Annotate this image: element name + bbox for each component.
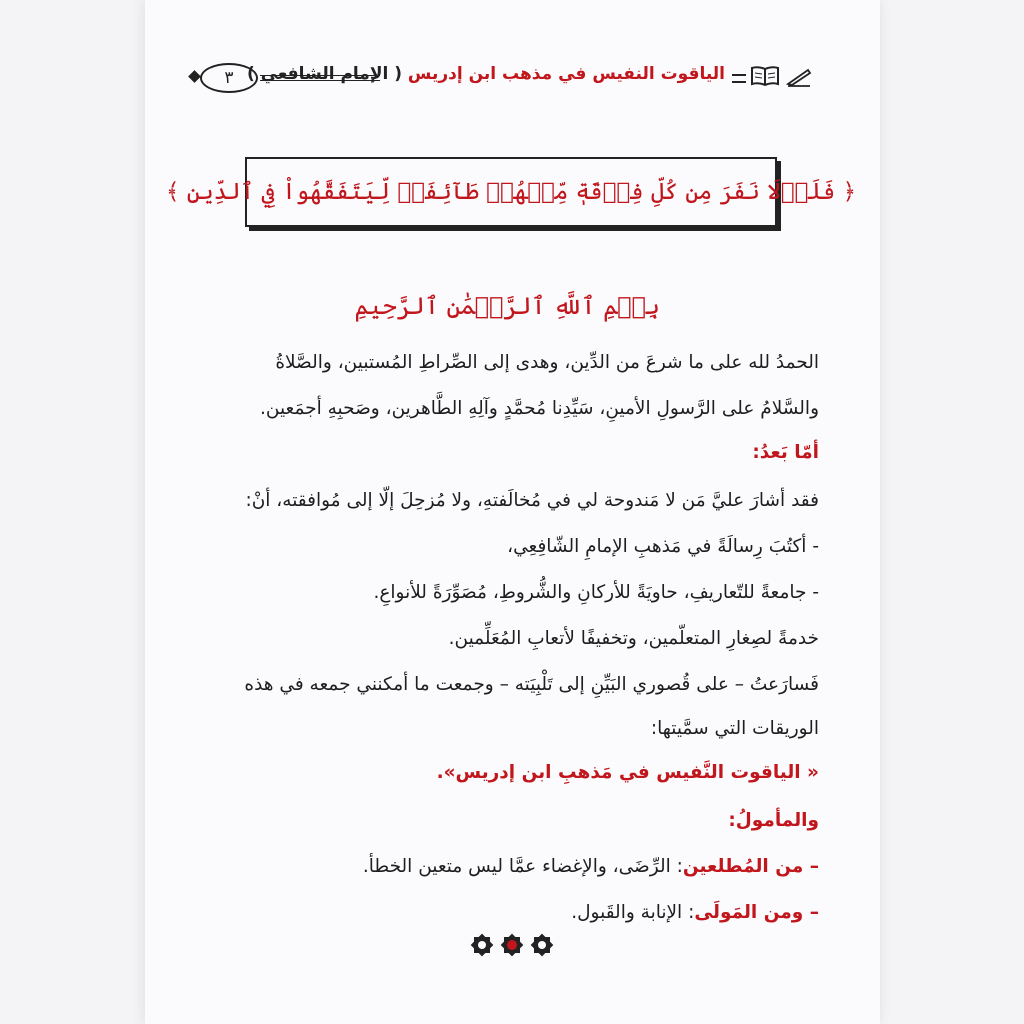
paragraph-4-line-2: الوريقات التي سمَّيتها: — [650, 718, 819, 739]
quran-verse-frame — [165, 157, 857, 227]
paragraph-3: خدمةً لصِغارِ المتعلّمين، وتخفيفًا لأتعابِ المُعَلِّمين. — [448, 628, 819, 649]
basmala: بِسۡمِ ٱللَّهِ ٱلرَّحۡمَٰنِ ٱلرَّحِيمِ — [354, 292, 660, 320]
hope-2-text: : الإنابة والقَبول. — [571, 902, 695, 923]
book-title: « الياقوت النَّفيس في مَذهبِ ابن إدريس». — [436, 762, 819, 783]
hope-2-label: – ومن المَولَى — [694, 902, 819, 923]
header-title — [247, 64, 725, 84]
header-title-sub: ( الإمام الشافعي ) — [247, 64, 402, 84]
hope-line-1 — [363, 856, 819, 877]
header-title-main: الياقوت النفيس في مذهب ابن إدريس — [407, 64, 725, 84]
paragraph-1-line-2: والسَّلامُ على الرَّسولِ الأمينِ، سَيِّدِنا مُحمَّدٍ وآلِهِ الطَّاهرين، وصَحبِهِ أجمَعين. — [260, 398, 819, 419]
open-book-icon — [750, 64, 780, 88]
list-item-2: - جامعةً للتّعاريفِ، حاويَةً للأركانِ والشُّروطِ، مُصَوِّرَةً للأنواعِ. — [373, 582, 819, 603]
quill-pen-icon — [786, 66, 812, 88]
header-dash — [732, 74, 746, 83]
list-item-1: - أكتُبَ رِسالَةً في مَذهبِ الإمامِ الشّافِعِي، — [507, 536, 819, 557]
paragraph-4-line-1: فَسارَعتُ – على قُصوري البَيِّنِ إلى تَلْبِيَته – وجمعت ما أمكنني جمعه في هذه — [244, 674, 819, 695]
hope-1-text: : الرِّضَى، والإغضاء عمَّا ليس متعين الخطأ. — [362, 856, 683, 877]
hope-1-label: – من المُطلعين — [682, 856, 819, 877]
section-end-ornament-icon — [467, 930, 557, 960]
al-mamoul-heading: والمأمولُ: — [728, 810, 819, 831]
hope-line-2 — [571, 902, 819, 923]
page-number: ٣ — [200, 63, 258, 93]
amma-baad-heading: أمّا بَعدُ: — [752, 442, 819, 463]
paragraph-2: فقد أشارَ عليَّ مَن لا مَندوحة لي في مُخالَفتهِ، ولا مُزحِلَ إلّا إلى مُوافقته، أنْ: — [245, 490, 819, 511]
diamond-ornament-icon — [188, 70, 201, 83]
paragraph-1-line-1: الحمدُ لله على ما شرعَ من الدِّين، وهدى إلى الصِّراطِ المُستبين، والصَّلاةُ — [275, 352, 819, 373]
quran-verse: ﴿ فَلَوۡلَا نَفَرَ مِن كُلِّ فِرۡقَةٖ مِّنۡهُمۡ طَآئِفَةٞ لِّيَتَفَقَّهُواْ فِي ٱلدِّينِ ﴾ — [165, 179, 857, 205]
page-header — [190, 60, 830, 94]
